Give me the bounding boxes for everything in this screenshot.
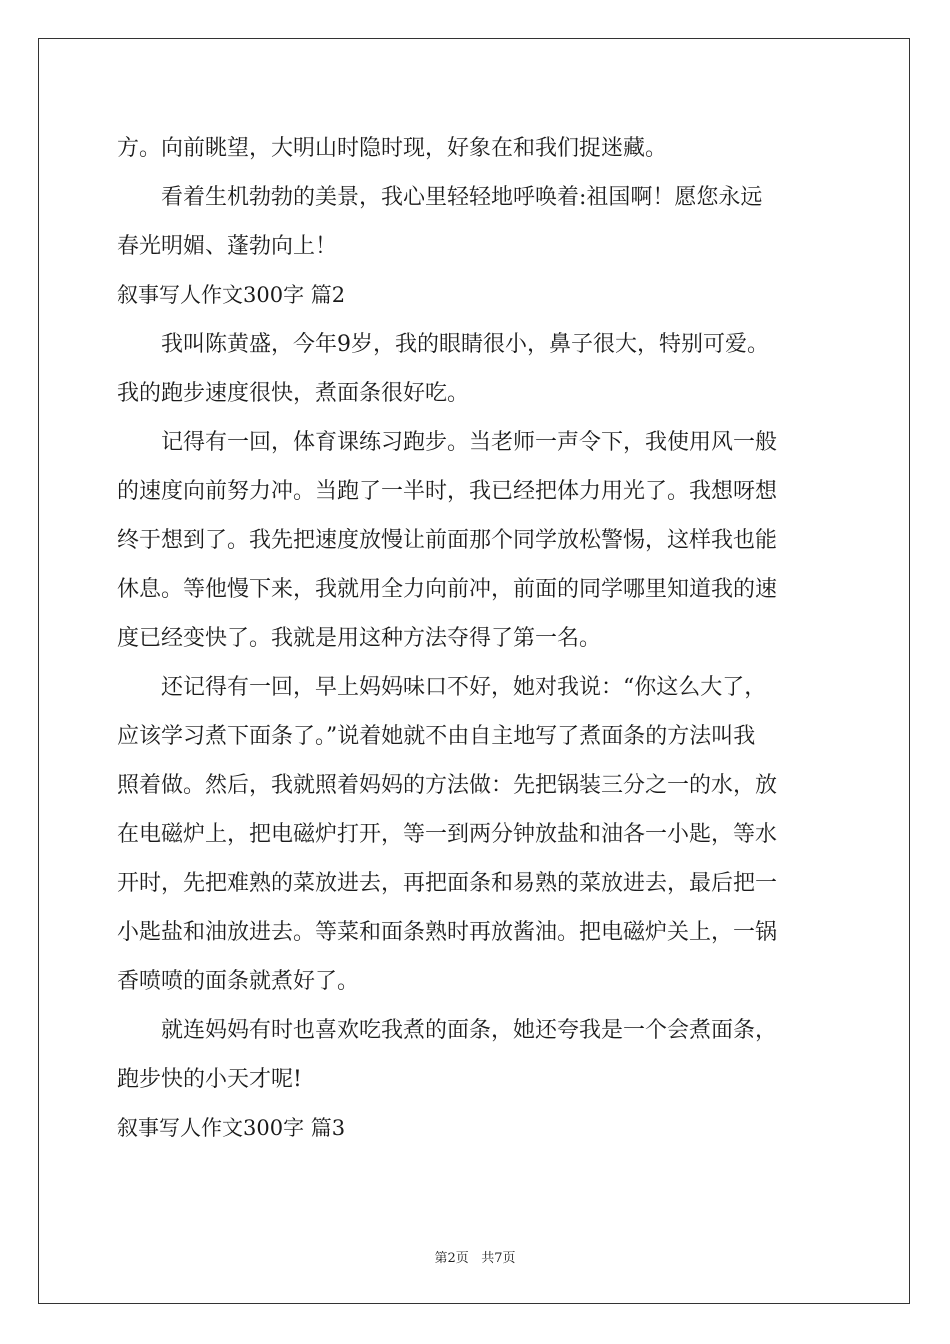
paragraph-start-line: 还记得有一回，早上妈妈味口不好，她对我说：“你这么大了， bbox=[161, 675, 767, 700]
text-line: 在电磁炉上，把电磁炉打开，等一到两分钟放盐和油各一小匙，等水 bbox=[117, 822, 778, 847]
page-total: 共7页 bbox=[481, 1251, 516, 1266]
text-line: 休息。等他慢下来，我就用全力向前冲，前面的同学哪里知道我的速 bbox=[117, 577, 778, 602]
text-line: 照着做。然后，我就照着妈妈的方法做：先把锅装三分之一的水，放 bbox=[117, 773, 778, 798]
text-line: 跑步快的小天才呢! bbox=[117, 1067, 302, 1092]
page-footer bbox=[0, 1247, 950, 1266]
text-line: 方。向前眺望，大明山时隐时现，好象在和我们捉迷藏。 bbox=[117, 136, 668, 161]
paragraph-start-line: 我叫陈黄盛，今年9岁，我的眼睛很小，鼻子很大，特别可爱。 bbox=[161, 332, 769, 357]
paragraph-start-line: 记得有一回，体育课练习跑步。当老师一声令下，我使用风一般 bbox=[161, 430, 778, 455]
text-line: 春光明媚、蓬勃向上！ bbox=[117, 234, 338, 259]
text-line: 度已经变快了。我就是用这种方法夺得了第一名。 bbox=[117, 626, 602, 651]
page-number: 第2页 bbox=[434, 1251, 469, 1266]
text-line: 小匙盐和油放进去。等菜和面条熟时再放酱油。把电磁炉关上，一锅 bbox=[117, 920, 778, 945]
text-line: 终于想到了。我先把速度放慢让前面那个同学放松警惕，这样我也能 bbox=[117, 528, 778, 553]
text-line: 香喷喷的面条就煮好了。 bbox=[117, 969, 360, 994]
text-line: 开时，先把难熟的菜放进去，再把面条和易熟的菜放进去，最后把一 bbox=[117, 871, 778, 896]
document-body bbox=[117, 124, 837, 1153]
text-line: 我的跑步速度很快，煮面条很好吃。 bbox=[117, 381, 470, 406]
text-line: 的速度向前努力冲。当跑了一半时，我已经把体力用光了。我想呀想 bbox=[117, 479, 778, 504]
paragraph-start-line: 就连妈妈有时也喜欢吃我煮的面条，她还夸我是一个会煮面条， bbox=[161, 1018, 778, 1043]
section-heading: 叙事写人作文300字 篇2 bbox=[117, 283, 346, 307]
text-line: 应该学习煮下面条了。”说着她就不由自主地写了煮面条的方法叫我 bbox=[117, 724, 756, 749]
section-heading: 叙事写人作文300字 篇3 bbox=[117, 1116, 346, 1140]
paragraph-start-line: 看着生机勃勃的美景，我心里轻轻地呼唤着:祖国啊！愿您永远 bbox=[161, 185, 763, 210]
